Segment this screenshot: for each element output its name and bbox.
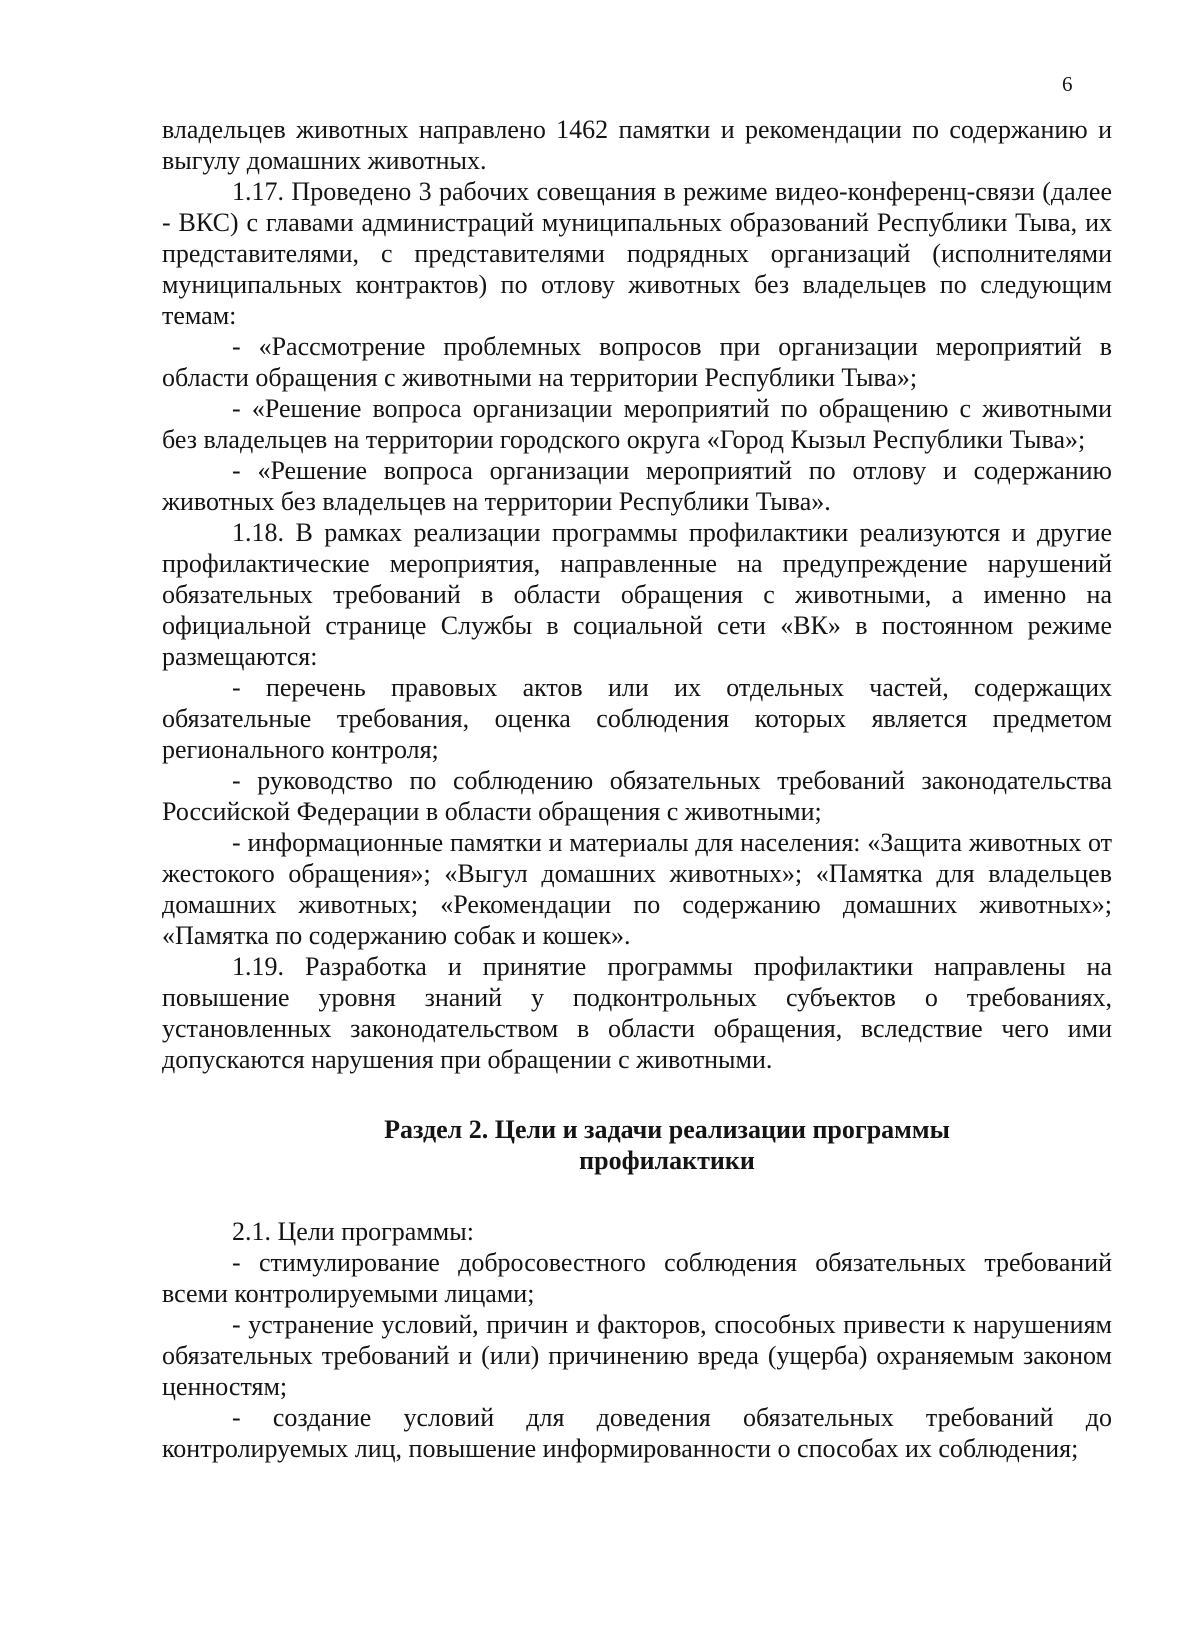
list-item-topic-3: - «Решение вопроса организации мероприятий по отлову и содержанию животных без владельцев на территории Республики Тыва». <box>162 456 1112 516</box>
section-heading <box>162 1114 1112 1176</box>
list-item-legal-acts: - перечень правовых актов или их отдельных частей, содержащих обязательные требования, оценка соблюдения которых является предметом регионального контроля; <box>162 673 1112 764</box>
paragraph-1-19: 1.19. Разработка и принятие программы профилактики направлены на повышение уровня знаний у подконтрольных субъектов о требованиях, установленных законодательством в области обращения, вследствие чего ими допускаются нарушения при обращении с животными. <box>162 952 1112 1074</box>
paragraph-continuation: владельцев животных направлено 1462 памятки и рекомендации по содержанию и выгулу домашних животных. <box>162 115 1112 175</box>
list-item-goal-3: - создание условий для доведения обязательных требований до контролируемых лиц, повышение информированности о способах их соблюдения; <box>162 1403 1112 1463</box>
list-item-topic-2: - «Решение вопроса организации мероприятий по обращению с животными без владельцев на территории городского округа «Город Кызыл Республики Тыва»; <box>162 394 1112 454</box>
list-item-goal-1: - стимулирование добросовестного соблюдения обязательных требований всеми контролируемыми лицами; <box>162 1248 1112 1308</box>
list-item-guidance: - руководство по соблюдению обязательных требований законодательства Российской Федерации в области обращения с животными; <box>162 766 1112 826</box>
page-number: 6 <box>1062 72 1073 96</box>
list-item-topic-1: - «Рассмотрение проблемных вопросов при организации мероприятий в области обращения с животными на территории Республики Тыва»; <box>162 332 1112 392</box>
list-item-goal-2: - устранение условий, причин и факторов, способных привести к нарушениям обязательных требований и (или) причинению вреда (ущерба) охраняемым законом ценностям; <box>162 1310 1112 1401</box>
paragraph-2-1: 2.1. Цели программы: <box>232 1217 474 1246</box>
list-item-info-materials: - информационные памятки и материалы для населения: «Защита животных от жестокого обращения»; «Выгул домашних животных»; «Памятка для владельцев домашних животных; «Рекомендации по содержанию домашних животных»; «Памятка по содержанию собак и кошек». <box>162 828 1112 950</box>
section-heading-line-2: профилактики <box>579 1146 755 1175</box>
document-body <box>162 114 1112 1464</box>
paragraph-1-17: 1.17. Проведено 3 рабочих совещания в режиме видео-конференц-связи (далее - ВКС) с главами администраций муниципальных образований Республики Тыва, их представителями, с представителями подрядных организаций (исполнителями муниципальных контрактов) по отлову животных без владельцев по следующим темам: <box>162 177 1112 330</box>
paragraph-1-18: 1.18. В рамках реализации программы профилактики реализуются и другие профилактические мероприятия, направленные на предупреждение нарушений обязательных требований в области обращения с животными, а именно на официальной странице Службы в социальной сети «ВК» в постоянном режиме размещаются: <box>162 518 1112 671</box>
section-heading-line-1: Раздел 2. Цели и задачи реализации программы <box>384 1115 950 1144</box>
